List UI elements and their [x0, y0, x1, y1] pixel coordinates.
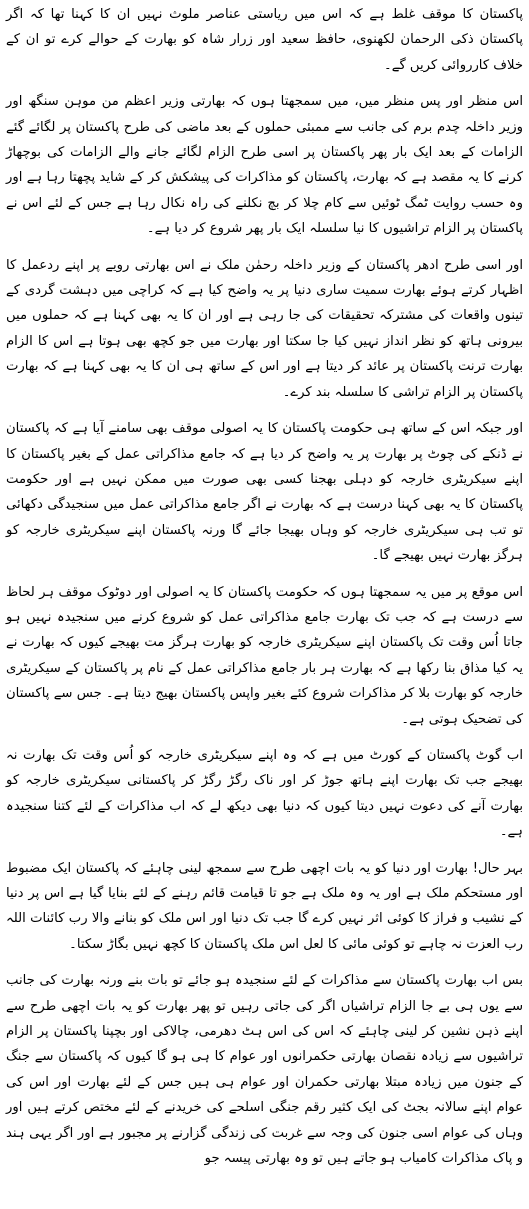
paragraph-1: پاکستان کا موقف غلط ہے کہ اس میں ریاستی عناصر ملوث نہیں ان کا کہنا تھا کہ اگر پاکستان ذکی الرحمان لکھنوی، حافظ سعید اور زرار شاہ کو بھارت کے حوالے کرے تو ان کے خلاف کارروائی کریں گے۔: [6, 7, 523, 73]
paragraph-2: اس منظر اور پس منظر میں، میں سمجھتا ہوں کہ بھارتی وزیر اعظم من موہن سنگھ اور وزیر داخلہ چدم برم کی جانب سے ممبئی حملوں کے بعد ماضی کی طرح پاکستان پر لگائے گئے الزامات کے بعد ایک بار پھر پاکستان پر اسی طرح الزام لگائے جانے والے الزامات کی بوچھاڑ کرنے کا یہ مقصد ہے کہ بھارت، پاکستان کو مذاکرات کی پیشکش کر کے شاید پچھتا رہا ہے اور وہ حسب روایت ٹمگ ٹوئیں سے کام چلا کر بچ نکلنے کی راہ نکال رہا ہے جس کے لئے اس نے پاکستان پر الزام تراشیوں کا نیا سلسلہ ایک بار پھر شروع کر دیا ہے۔: [6, 94, 523, 237]
paragraph-5: اس موقع پر میں یہ سمجھتا ہوں کہ حکومت پاکستان کا یہ اصولی اور دوٹوک موقف ہر لحاظ سے درست ہے کہ جب تک بھارت جامع مذاکراتی عمل کو شروع کرنے میں سنجیدہ نہیں ہو جاتا اُس وقت تک پاکستان اپنے سیکریٹری خارجہ کو بھارت ہرگز مت بھیجے کیوں کہ بھارت نے یہ کیا مذاق بنا رکھا ہے کہ بھارت ہر بار جامع مذاکراتی عمل کے نام پر پاکستان کے سیکریٹری خارجہ کو بھارت بلا کر مذاکرات شروع کئے بغیر واپس پاکستان بھیج دیتا ہے۔ جس سے پاکستان کی تضحیک ہوتی ہے۔: [6, 584, 523, 727]
paragraph-4: اور جبکہ اس کے ساتھ ہی حکومت پاکستان کا یہ اصولی موقف بھی سامنے آیا ہے کہ پاکستان نے ڈنکے کی چوٹ پر بھارت پر یہ واضح کر دیا ہے کہ جامع مذاکراتی عمل کے بغیر پاکستان کا اپنے سیکریٹری خارجہ کو دہلی بھجنا کسی بھی صورت میں ممکن نہیں ہے اور حکومت پاکستان کا یہ بھی کہنا درست ہے کہ بھارت نے اگر جامع مذاکراتی عمل میں سنجیدگی دکھائی تو تب ہی سیکریٹری خارجہ کو وہاں بھیجا جائے گا ورنہ پاکستان اپنے سیکریٹری خارجہ کو ہرگز بھارت نہیں بھیجے گا۔: [6, 421, 523, 564]
paragraph-3: اور اسی طرح ادھر پاکستان کے وزیر داخلہ رحمٰن ملک نے اس بھارتی رویے پر اپنے ردعمل کا اظہار کرتے ہوئے بھارت سمیت ساری دنیا پر یہ واضح کیا ہے کہ کراچی میں دہشت گردی کے تینوں واقعات کی مشترکہ تحقیقات کی جا رہی ہے اور ان کا یہ بھی کہنا ہے کہ حملوں میں بیرونی ہاتھ کو نظر انداز نہیں کیا جا سکتا اور بھارت میں جو کچھ بھی ہوتا ہے اس کا الزام بھارت ترنت پاکستان پر عائد کر دیتا ہے اور اس کے ساتھ ہی ان کا یہ بھی کہنا ہے کہ بھارت پاکستان پر الزام تراشی کا سلسلہ بند کرے۔: [6, 257, 523, 400]
paragraph-6: اب گوٹ پاکستان کے کورٹ میں ہے کہ وہ اپنے سیکریٹری خارجہ کو اُس وقت تک بھارت نہ بھیجے جب تک بھارت اپنے ہاتھ جوڑ کر اور ناک رگڑ رگڑ کر پاکستانی سیکریٹری خارجہ کو بھارت آنے کی دعوت نہیں دیتا کیوں کہ دنیا بھی دیکھ لے کہ اب مذاکرات کے لئے کتنا سنجیدہ ہے۔: [6, 747, 523, 840]
paragraph-7: بہر حال! بھارت اور دنیا کو یہ بات اچھی طرح سے سمجھ لینی چاہئے کہ پاکستان ایک مضبوط اور مستحکم ملک ہے اور یہ وہ ملک ہے جو تا قیامت قائم رہنے کے لئے بنایا گیا ہے اس پر دنیا کے نشیب و فراز کا کوئی اثر نہیں کرے گا جب تک دنیا اور اس ملک کو بنانے والا رب کائنات اللہ رب العزت نہ چاہے تو کوئی مائی کا لعل اس ملک پاکستان کا کچھ نہیں بگاڑ سکتا۔: [6, 860, 523, 952]
paragraph-8: بس اب بھارت پاکستان سے مذاکرات کے لئے سنجیدہ ہو جائے تو بات بنے ورنہ بھارت کی جانب سے یوں ہی بے جا الزام تراشیاں اگر کی جاتی رہیں تو پھر بھارت کو یہ بات اچھی طرح سے اپنے ذہن نشین کر لینی چاہئے کہ اس کی اس ہٹ دھرمی، چالاکی اور بچپنا پاکستان پر الزام تراشیوں سے زیادہ نقصان بھارتی حکمرانوں اور عوام کا ہی ہو گا کیوں کہ پاکستان سے جنگ کے جنون میں زیادہ مبتلا بھارتی حکمران اور عوام ہی ہیں جس کے لئے بھارت اور اس کی عوام اپنے سالانہ بجٹ کی ایک کثیر رقم جنگی اسلحے کی خریدنے کے لئے مختص کرتے ہیں اور وہاں کی عوام اسی جنون کی وجہ سے غربت کی زندگی گزارنے پر مجبور ہے اور اگر یہی ہند و پاک مذاکرات کامیاب ہو جاتے ہیں تو وہ بھارتی پیسہ جو: [6, 973, 523, 1167]
